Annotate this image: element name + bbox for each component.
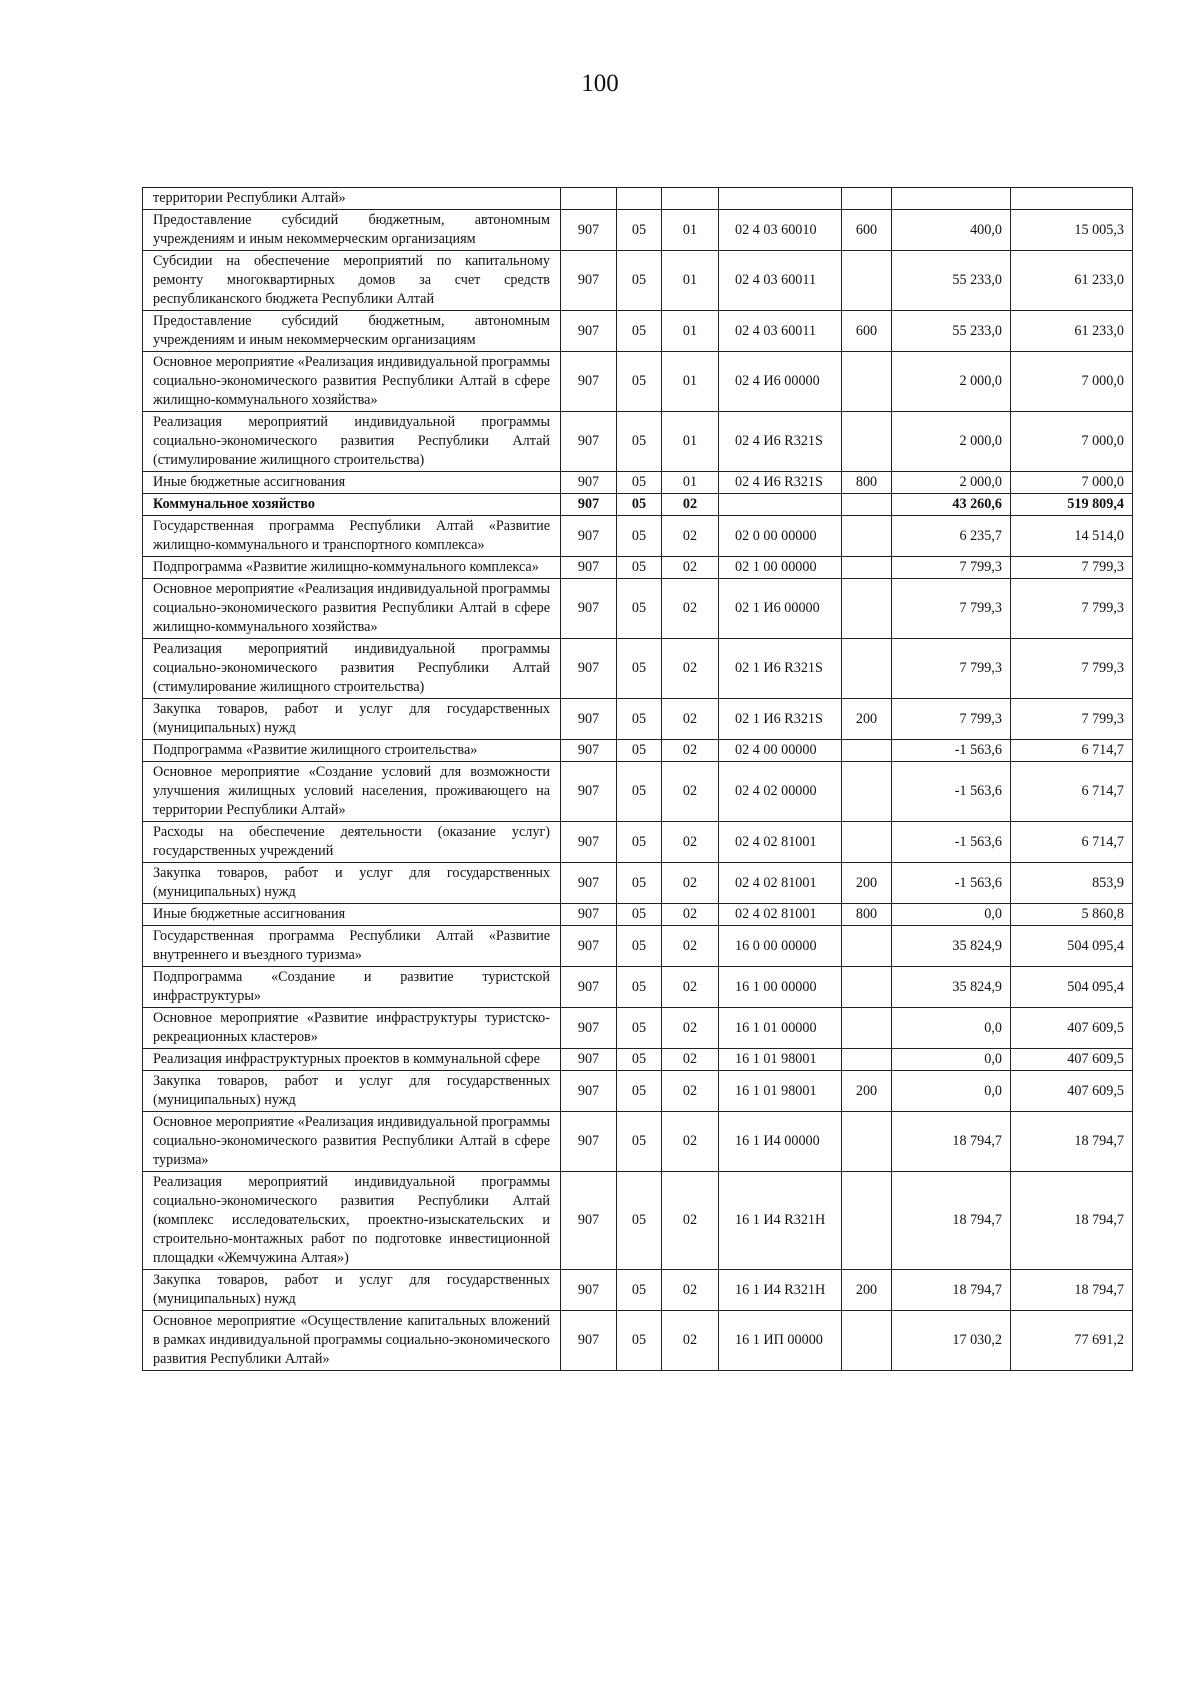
row-subsection-code: 01 xyxy=(662,311,719,352)
row-section-code: 05 xyxy=(617,1270,662,1311)
row-target-article: 02 4 03 60011 xyxy=(719,251,842,311)
row-amount-1: -1 563,6 xyxy=(892,740,1011,762)
row-subsection-code: 01 xyxy=(662,251,719,311)
row-target-article: 02 4 И6 R321S xyxy=(719,472,842,494)
table-row xyxy=(143,352,1133,412)
row-subsection-code: 02 xyxy=(662,1008,719,1049)
row-name: Основное мероприятие «Осуществление капитальных вложений в рамках индивидуальной программы социально-экономического развития Республики Алтай» xyxy=(143,1311,561,1371)
row-name: Основное мероприятие «Создание условий для возможности улучшения жилищных условий населения, проживающего на территории Республики Алтай» xyxy=(143,762,561,822)
row-name: Субсидии на обеспечение мероприятий по капитальному ремонту многоквартирных домов за счет средств республиканского бюджета Республики Алтай xyxy=(143,251,561,311)
row-target-article xyxy=(719,188,842,210)
row-target-article xyxy=(719,494,842,516)
table-row xyxy=(143,699,1133,740)
row-name: Реализация инфраструктурных проектов в коммунальной сфере xyxy=(143,1049,561,1071)
row-section-code: 05 xyxy=(617,579,662,639)
row-amount-2: 7 000,0 xyxy=(1011,472,1133,494)
row-target-article: 02 4 02 81001 xyxy=(719,904,842,926)
row-amount-1: 55 233,0 xyxy=(892,251,1011,311)
row-amount-1: 35 824,9 xyxy=(892,967,1011,1008)
row-amount-1: 35 824,9 xyxy=(892,926,1011,967)
row-ministry-code: 907 xyxy=(561,639,617,699)
row-section-code: 05 xyxy=(617,1311,662,1371)
row-expense-type: 800 xyxy=(842,472,892,494)
row-subsection-code: 02 xyxy=(662,494,719,516)
table-row xyxy=(143,740,1133,762)
row-amount-1: 7 799,3 xyxy=(892,579,1011,639)
table-row xyxy=(143,1172,1133,1270)
row-expense-type xyxy=(842,251,892,311)
table-row xyxy=(143,639,1133,699)
row-expense-type: 200 xyxy=(842,1270,892,1311)
row-ministry-code: 907 xyxy=(561,557,617,579)
row-ministry-code: 907 xyxy=(561,1049,617,1071)
row-expense-type: 600 xyxy=(842,311,892,352)
row-amount-2: 407 609,5 xyxy=(1011,1008,1133,1049)
row-ministry-code: 907 xyxy=(561,762,617,822)
row-name: Основное мероприятие «Развитие инфраструктуры туристско-рекреационных кластеров» xyxy=(143,1008,561,1049)
row-target-article: 02 4 И6 00000 xyxy=(719,352,842,412)
table-row xyxy=(143,188,1133,210)
row-amount-1: 18 794,7 xyxy=(892,1112,1011,1172)
row-section-code: 05 xyxy=(617,639,662,699)
row-subsection-code: 01 xyxy=(662,472,719,494)
row-expense-type xyxy=(842,1311,892,1371)
row-target-article: 02 4 02 81001 xyxy=(719,863,842,904)
row-ministry-code: 907 xyxy=(561,967,617,1008)
row-name: Реализация мероприятий индивидуальной программы социально-экономического развития Республики Алтай (стимулирование жилищного строительства) xyxy=(143,639,561,699)
row-ministry-code: 907 xyxy=(561,1172,617,1270)
row-name: Государственная программа Республики Алтай «Развитие жилищно-коммунального и транспортного комплекса» xyxy=(143,516,561,557)
row-expense-type: 800 xyxy=(842,904,892,926)
row-amount-2: 519 809,4 xyxy=(1011,494,1133,516)
row-section-code: 05 xyxy=(617,472,662,494)
row-amount-1: 400,0 xyxy=(892,210,1011,251)
row-amount-2: 7 000,0 xyxy=(1011,352,1133,412)
row-ministry-code: 907 xyxy=(561,699,617,740)
row-amount-1: 7 799,3 xyxy=(892,699,1011,740)
row-expense-type xyxy=(842,557,892,579)
row-amount-1: -1 563,6 xyxy=(892,822,1011,863)
row-expense-type xyxy=(842,740,892,762)
row-target-article: 16 1 И4 00000 xyxy=(719,1112,842,1172)
row-target-article: 02 4 И6 R321S xyxy=(719,412,842,472)
row-amount-2: 504 095,4 xyxy=(1011,967,1133,1008)
row-name: Основное мероприятие «Реализация индивидуальной программы социально-экономического развития Республики Алтай в сфере жилищно-коммунального хозяйства» xyxy=(143,579,561,639)
row-ministry-code: 907 xyxy=(561,926,617,967)
row-amount-1: 7 799,3 xyxy=(892,557,1011,579)
row-ministry-code: 907 xyxy=(561,740,617,762)
row-name: Подпрограмма «Создание и развитие туристской инфраструктуры» xyxy=(143,967,561,1008)
row-subsection-code: 02 xyxy=(662,1270,719,1311)
row-target-article: 02 1 И6 R321S xyxy=(719,699,842,740)
row-name: территории Республики Алтай» xyxy=(143,188,561,210)
row-target-article: 02 4 02 81001 xyxy=(719,822,842,863)
row-ministry-code: 907 xyxy=(561,579,617,639)
row-amount-2: 6 714,7 xyxy=(1011,762,1133,822)
row-name: Закупка товаров, работ и услуг для государственных (муниципальных) нужд xyxy=(143,1270,561,1311)
row-subsection-code: 02 xyxy=(662,926,719,967)
row-name: Предоставление субсидий бюджетным, автономным учреждениям и иным некоммерческим организациям xyxy=(143,311,561,352)
row-subsection-code: 02 xyxy=(662,639,719,699)
row-ministry-code: 907 xyxy=(561,1112,617,1172)
table-row xyxy=(143,251,1133,311)
row-expense-type xyxy=(842,1049,892,1071)
row-amount-2: 18 794,7 xyxy=(1011,1172,1133,1270)
row-name: Закупка товаров, работ и услуг для государственных (муниципальных) нужд xyxy=(143,1071,561,1112)
row-amount-1: 2 000,0 xyxy=(892,472,1011,494)
row-section-code: 05 xyxy=(617,412,662,472)
row-section-code: 05 xyxy=(617,967,662,1008)
row-ministry-code: 907 xyxy=(561,1071,617,1112)
row-subsection-code: 01 xyxy=(662,352,719,412)
row-subsection-code: 01 xyxy=(662,412,719,472)
row-section-code xyxy=(617,188,662,210)
row-name: Предоставление субсидий бюджетным, автономным учреждениям и иным некоммерческим организациям xyxy=(143,210,561,251)
row-ministry-code: 907 xyxy=(561,210,617,251)
row-subsection-code: 02 xyxy=(662,863,719,904)
row-subsection-code: 02 xyxy=(662,516,719,557)
row-amount-2: 77 691,2 xyxy=(1011,1311,1133,1371)
table-row xyxy=(143,1270,1133,1311)
row-target-article: 02 1 И6 R321S xyxy=(719,639,842,699)
row-section-code: 05 xyxy=(617,1112,662,1172)
row-expense-type xyxy=(842,762,892,822)
row-section-code: 05 xyxy=(617,1172,662,1270)
table-row xyxy=(143,863,1133,904)
row-amount-2: 15 005,3 xyxy=(1011,210,1133,251)
row-name: Закупка товаров, работ и услуг для государственных (муниципальных) нужд xyxy=(143,699,561,740)
row-ministry-code: 907 xyxy=(561,516,617,557)
row-subsection-code: 02 xyxy=(662,1071,719,1112)
row-subsection-code: 02 xyxy=(662,904,719,926)
row-subsection-code: 02 xyxy=(662,762,719,822)
row-subsection-code: 02 xyxy=(662,740,719,762)
row-amount-2: 504 095,4 xyxy=(1011,926,1133,967)
row-section-code: 05 xyxy=(617,210,662,251)
table-row xyxy=(143,762,1133,822)
row-section-code: 05 xyxy=(617,311,662,352)
row-expense-type xyxy=(842,412,892,472)
table-row xyxy=(143,311,1133,352)
budget-table-body xyxy=(143,188,1133,1371)
table-row xyxy=(143,579,1133,639)
row-amount-2: 6 714,7 xyxy=(1011,822,1133,863)
row-subsection-code: 02 xyxy=(662,1049,719,1071)
row-amount-1: 0,0 xyxy=(892,1008,1011,1049)
row-ministry-code: 907 xyxy=(561,1008,617,1049)
table-row xyxy=(143,472,1133,494)
row-ministry-code: 907 xyxy=(561,352,617,412)
row-subsection-code: 02 xyxy=(662,967,719,1008)
row-amount-2: 7 799,3 xyxy=(1011,699,1133,740)
row-subsection-code: 02 xyxy=(662,822,719,863)
row-target-article: 02 4 03 60010 xyxy=(719,210,842,251)
row-amount-1: 7 799,3 xyxy=(892,639,1011,699)
row-amount-1: 43 260,6 xyxy=(892,494,1011,516)
row-name: Реализация мероприятий индивидуальной программы социально-экономического развития Республики Алтай (комплекс исследовательских, проектно-изыскательских и строительно-монтажных работ по подготовке инвестиционной площадки «Жемчужина Алтая») xyxy=(143,1172,561,1270)
table-row xyxy=(143,516,1133,557)
row-amount-2: 853,9 xyxy=(1011,863,1133,904)
row-section-code: 05 xyxy=(617,352,662,412)
row-name: Основное мероприятие «Реализация индивидуальной программы социально-экономического развития Республики Алтай в сфере туризма» xyxy=(143,1112,561,1172)
row-expense-type xyxy=(842,967,892,1008)
row-amount-2: 14 514,0 xyxy=(1011,516,1133,557)
table-row xyxy=(143,494,1133,516)
row-amount-1: -1 563,6 xyxy=(892,762,1011,822)
row-ministry-code: 907 xyxy=(561,311,617,352)
page-number: 100 xyxy=(581,70,619,97)
row-section-code: 05 xyxy=(617,762,662,822)
row-amount-1: 55 233,0 xyxy=(892,311,1011,352)
row-ministry-code: 907 xyxy=(561,1270,617,1311)
row-amount-2: 407 609,5 xyxy=(1011,1071,1133,1112)
row-name: Иные бюджетные ассигнования xyxy=(143,472,561,494)
table-row xyxy=(143,412,1133,472)
row-name: Коммунальное хозяйство xyxy=(143,494,561,516)
row-ministry-code xyxy=(561,188,617,210)
row-expense-type xyxy=(842,494,892,516)
row-name: Реализация мероприятий индивидуальной программы социально-экономического развития Республики Алтай (стимулирование жилищного строительства) xyxy=(143,412,561,472)
row-subsection-code: 02 xyxy=(662,1172,719,1270)
row-section-code: 05 xyxy=(617,740,662,762)
row-expense-type: 200 xyxy=(842,699,892,740)
row-expense-type xyxy=(842,352,892,412)
row-amount-1: 6 235,7 xyxy=(892,516,1011,557)
row-target-article: 16 1 01 98001 xyxy=(719,1049,842,1071)
row-section-code: 05 xyxy=(617,1071,662,1112)
row-name: Подпрограмма «Развитие жилищно-коммунального комплекса» xyxy=(143,557,561,579)
budget-table xyxy=(142,187,1133,1371)
row-target-article: 16 1 ИП 00000 xyxy=(719,1311,842,1371)
row-target-article: 02 0 00 00000 xyxy=(719,516,842,557)
row-ministry-code: 907 xyxy=(561,822,617,863)
table-row xyxy=(143,1071,1133,1112)
row-name: Иные бюджетные ассигнования xyxy=(143,904,561,926)
row-target-article: 02 4 00 00000 xyxy=(719,740,842,762)
row-expense-type: 200 xyxy=(842,1071,892,1112)
row-target-article: 02 4 03 60011 xyxy=(719,311,842,352)
row-amount-2: 7 000,0 xyxy=(1011,412,1133,472)
row-amount-2: 18 794,7 xyxy=(1011,1270,1133,1311)
row-expense-type: 600 xyxy=(842,210,892,251)
row-amount-2: 407 609,5 xyxy=(1011,1049,1133,1071)
row-section-code: 05 xyxy=(617,863,662,904)
row-expense-type xyxy=(842,516,892,557)
row-name: Закупка товаров, работ и услуг для государственных (муниципальных) нужд xyxy=(143,863,561,904)
row-target-article: 16 1 01 98001 xyxy=(719,1071,842,1112)
table-row xyxy=(143,904,1133,926)
row-amount-1: 17 030,2 xyxy=(892,1311,1011,1371)
row-section-code: 05 xyxy=(617,822,662,863)
row-amount-2: 6 714,7 xyxy=(1011,740,1133,762)
row-ministry-code: 907 xyxy=(561,472,617,494)
row-expense-type xyxy=(842,1008,892,1049)
row-expense-type: 200 xyxy=(842,863,892,904)
table-row xyxy=(143,1008,1133,1049)
row-amount-2: 7 799,3 xyxy=(1011,557,1133,579)
table-row xyxy=(143,967,1133,1008)
row-section-code: 05 xyxy=(617,516,662,557)
table-row xyxy=(143,1311,1133,1371)
row-expense-type xyxy=(842,579,892,639)
row-expense-type xyxy=(842,1112,892,1172)
row-ministry-code: 907 xyxy=(561,494,617,516)
row-name: Подпрограмма «Развитие жилищного строительства» xyxy=(143,740,561,762)
row-amount-1: 2 000,0 xyxy=(892,412,1011,472)
row-ministry-code: 907 xyxy=(561,1311,617,1371)
row-section-code: 05 xyxy=(617,251,662,311)
row-amount-1: 18 794,7 xyxy=(892,1172,1011,1270)
row-section-code: 05 xyxy=(617,904,662,926)
row-amount-2: 7 799,3 xyxy=(1011,639,1133,699)
row-target-article: 02 1 00 00000 xyxy=(719,557,842,579)
row-subsection-code: 02 xyxy=(662,1311,719,1371)
row-amount-2: 18 794,7 xyxy=(1011,1112,1133,1172)
row-amount-1 xyxy=(892,188,1011,210)
row-target-article: 02 1 И6 00000 xyxy=(719,579,842,639)
row-name: Государственная программа Республики Алтай «Развитие внутреннего и въездного туризма» xyxy=(143,926,561,967)
row-expense-type xyxy=(842,639,892,699)
row-section-code: 05 xyxy=(617,1049,662,1071)
row-name: Основное мероприятие «Реализация индивидуальной программы социально-экономического развития Республики Алтай в сфере жилищно-коммунального хозяйства» xyxy=(143,352,561,412)
row-section-code: 05 xyxy=(617,699,662,740)
row-section-code: 05 xyxy=(617,1008,662,1049)
row-expense-type xyxy=(842,822,892,863)
row-ministry-code: 907 xyxy=(561,251,617,311)
table-row xyxy=(143,1049,1133,1071)
row-amount-1: 0,0 xyxy=(892,904,1011,926)
table-row xyxy=(143,822,1133,863)
table-row xyxy=(143,1112,1133,1172)
row-amount-2: 5 860,8 xyxy=(1011,904,1133,926)
row-target-article: 16 1 И4 R321Н xyxy=(719,1172,842,1270)
row-subsection-code: 02 xyxy=(662,557,719,579)
row-subsection-code: 02 xyxy=(662,579,719,639)
row-target-article: 16 1 01 00000 xyxy=(719,1008,842,1049)
row-ministry-code: 907 xyxy=(561,904,617,926)
row-amount-1: 18 794,7 xyxy=(892,1270,1011,1311)
row-amount-2: 61 233,0 xyxy=(1011,311,1133,352)
row-amount-2: 7 799,3 xyxy=(1011,579,1133,639)
row-amount-1: 0,0 xyxy=(892,1071,1011,1112)
row-amount-2: 61 233,0 xyxy=(1011,251,1133,311)
row-amount-1: -1 563,6 xyxy=(892,863,1011,904)
row-target-article: 16 0 00 00000 xyxy=(719,926,842,967)
row-subsection-code: 02 xyxy=(662,1112,719,1172)
row-ministry-code: 907 xyxy=(561,863,617,904)
row-ministry-code: 907 xyxy=(561,412,617,472)
table-row xyxy=(143,210,1133,251)
row-expense-type xyxy=(842,926,892,967)
row-section-code: 05 xyxy=(617,557,662,579)
row-target-article: 16 1 00 00000 xyxy=(719,967,842,1008)
row-subsection-code: 01 xyxy=(662,210,719,251)
row-target-article: 02 4 02 00000 xyxy=(719,762,842,822)
row-expense-type xyxy=(842,1172,892,1270)
row-subsection-code: 02 xyxy=(662,699,719,740)
table-row xyxy=(143,926,1133,967)
row-target-article: 16 1 И4 R321Н xyxy=(719,1270,842,1311)
row-amount-2 xyxy=(1011,188,1133,210)
row-subsection-code xyxy=(662,188,719,210)
table-row xyxy=(143,557,1133,579)
row-name: Расходы на обеспечение деятельности (оказание услуг) государственных учреждений xyxy=(143,822,561,863)
row-amount-1: 0,0 xyxy=(892,1049,1011,1071)
row-expense-type xyxy=(842,188,892,210)
row-section-code: 05 xyxy=(617,494,662,516)
row-amount-1: 2 000,0 xyxy=(892,352,1011,412)
row-section-code: 05 xyxy=(617,926,662,967)
